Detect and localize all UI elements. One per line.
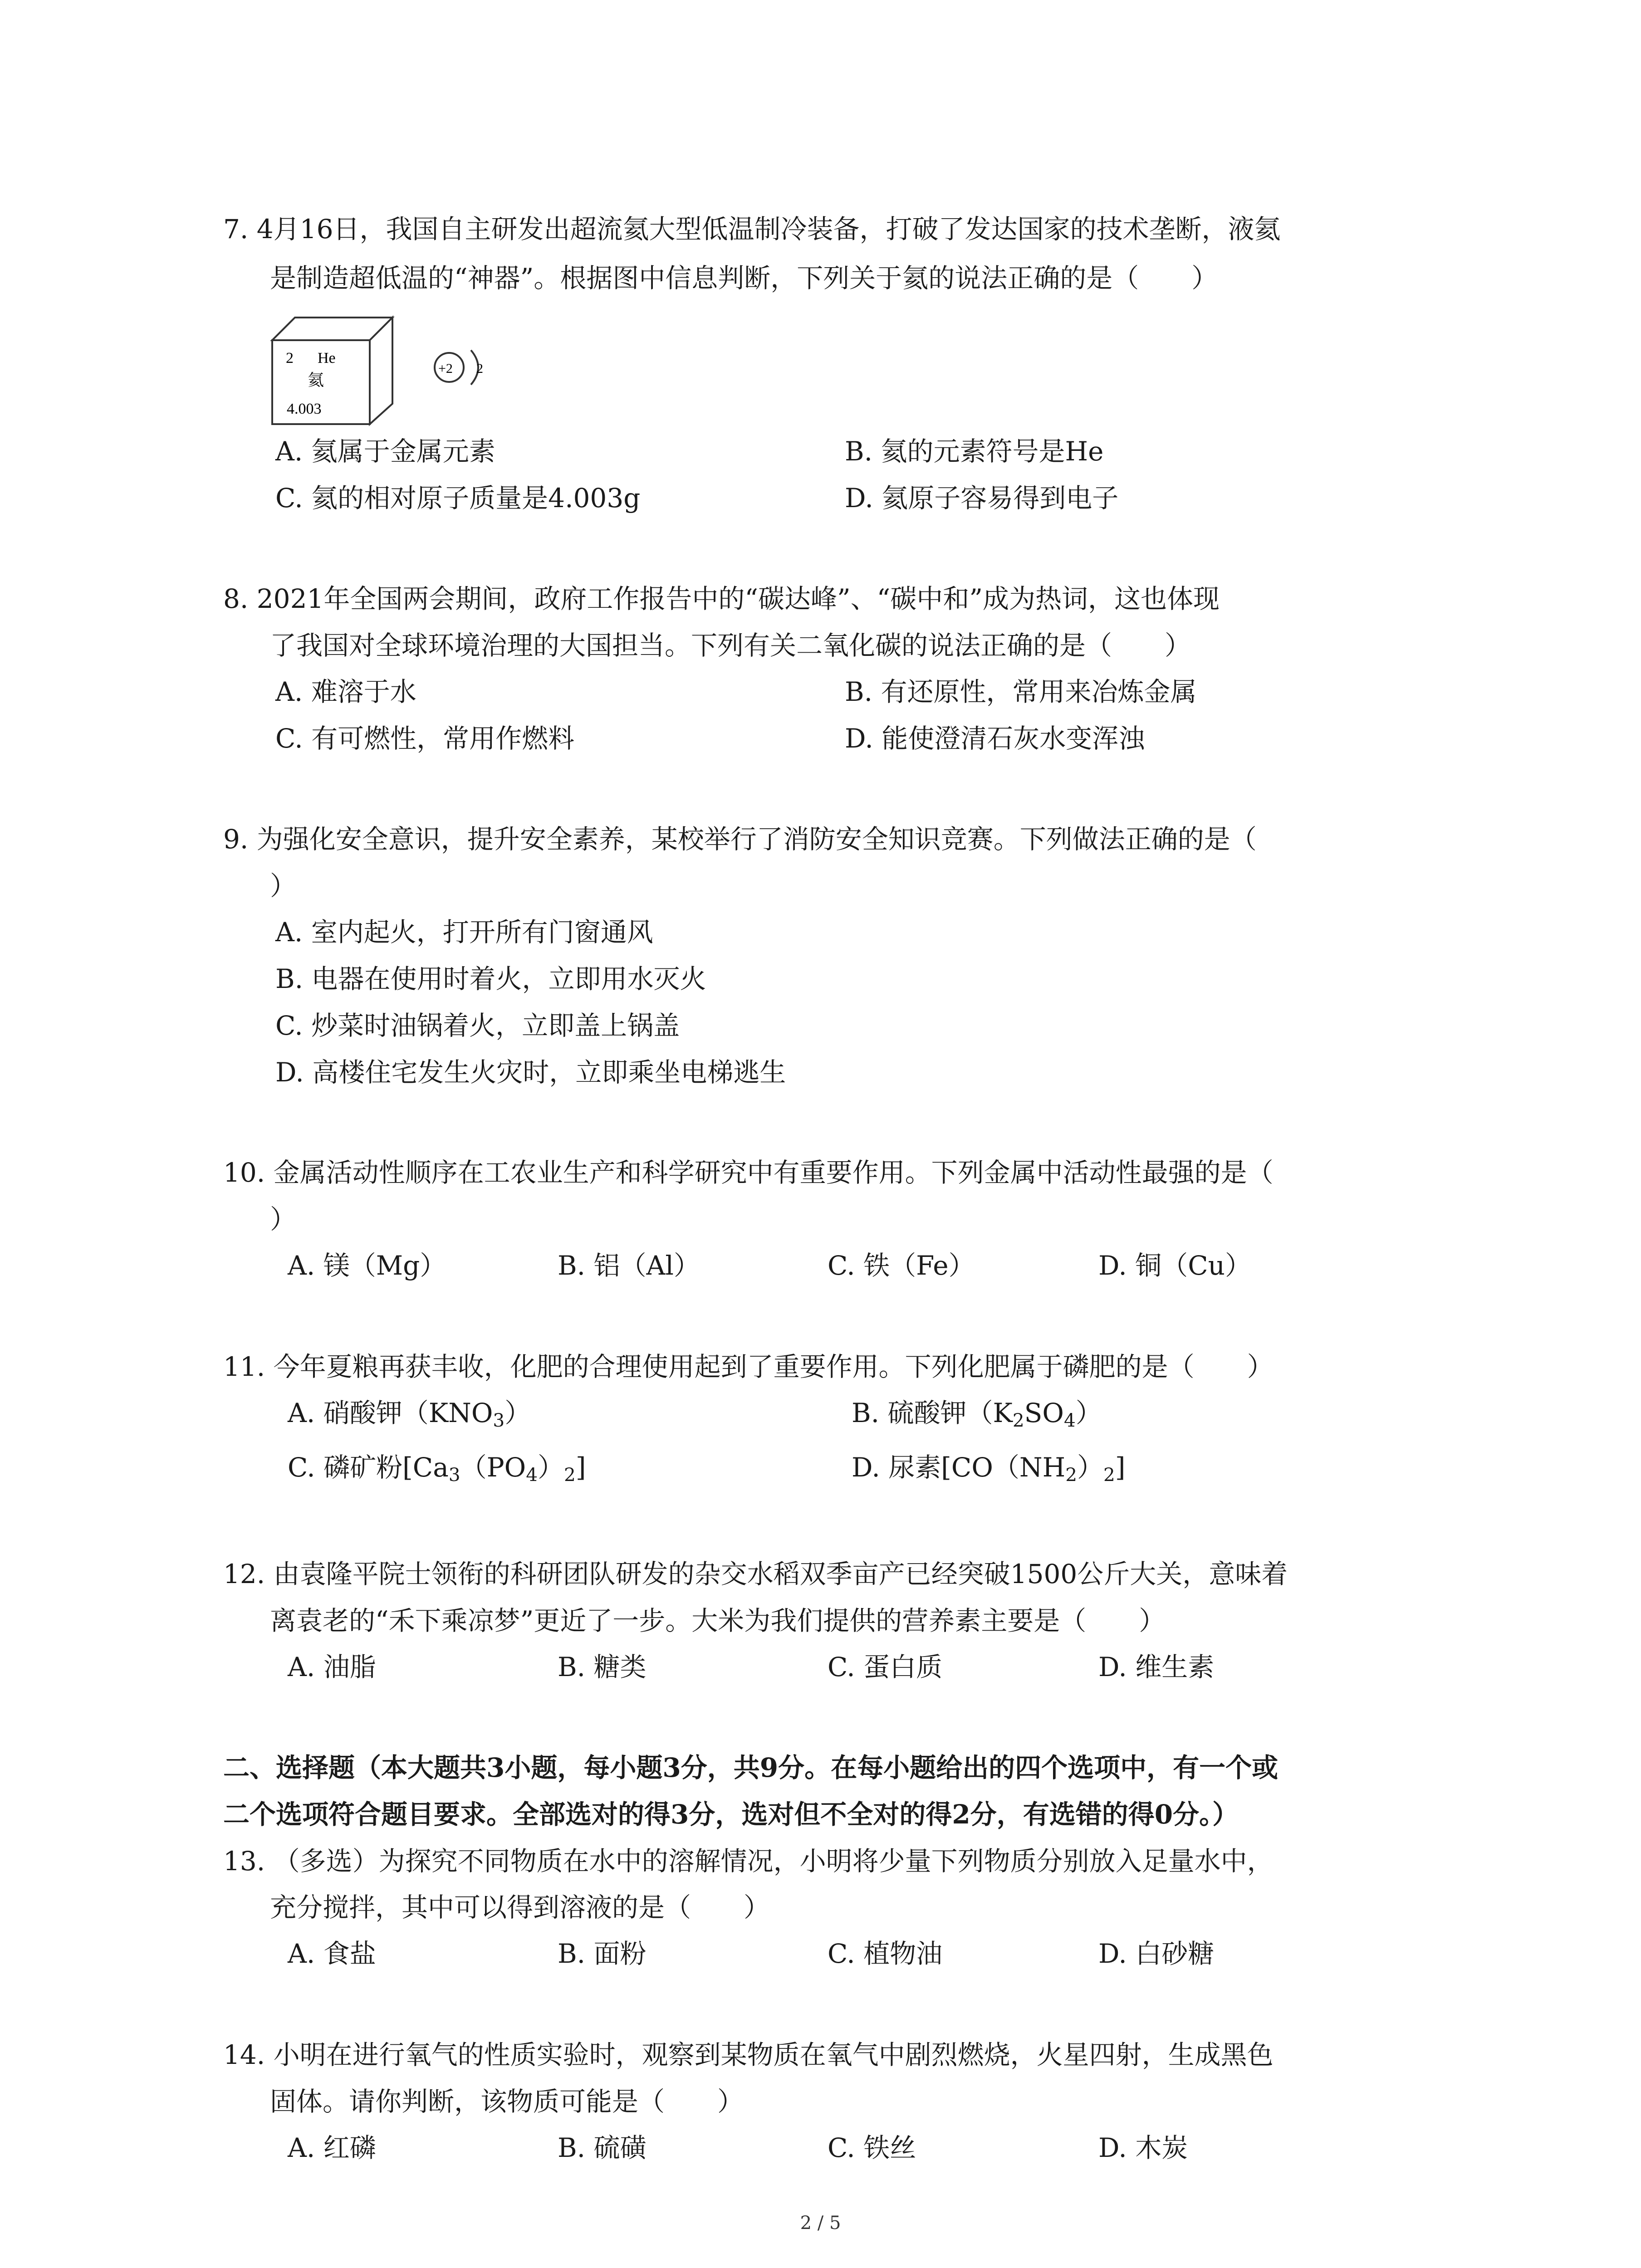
q11-option-c: C. 磷矿粉$[Ca_3(PO_4)_2]$ — [288, 1452, 586, 1486]
q12-option-b: B. 糖类 — [558, 1652, 647, 1682]
q10-option-d: D. 铜（Cu） — [1098, 1250, 1252, 1281]
q12-option-c: C. 蛋白质 — [828, 1652, 943, 1682]
atomic-number: 2 — [286, 350, 294, 367]
periodic-cell — [272, 318, 392, 424]
q11-option-a: A. 硝酸钾$(KNO_3)$ — [288, 1398, 531, 1432]
element-name: 氦 — [308, 371, 324, 390]
atom-structure-diagram — [426, 340, 495, 395]
page-number: 2 / 5 — [800, 2213, 841, 2234]
q12-line-2: 离袁老的“禾下乘凉梦”更近了一步。大米为我们提供的营养素主要是（ ） — [270, 1605, 1166, 1636]
q11-option-b: B. 硫酸钾$(K_2SO_4)$ — [852, 1398, 1102, 1432]
electron-count: 2 — [476, 361, 483, 376]
q10-option-a: A. 镁（Mg） — [288, 1250, 446, 1281]
q8-line-1: 8. 2021年全国两会期间，政府工作报告中的“碳达峰”、“碳中和”成为热词，这也体现 — [223, 583, 1220, 614]
q9-option-b: B. 电器在使用时着火，立即用水灭火 — [275, 963, 706, 994]
q13-line-2: 充分搅拌，其中可以得到溶液的是（ ） — [270, 1892, 770, 1923]
q8-option-d: D. 能使澄清石灰水变浑浊 — [845, 723, 1145, 754]
q13-option-c: C. 植物油 — [828, 1938, 943, 1969]
q7-option-c: C. 氦的相对原子质量是4.003g — [275, 483, 641, 513]
q12-option-a: A. 油脂 — [288, 1652, 376, 1682]
q8-option-a: A. 难溶于水 — [275, 676, 416, 707]
q7-line-1: 7. 4月16日，我国自主研发出超流氦大型低温制冷装备，打破了发达国家的技术垄断，液氦 — [223, 214, 1281, 244]
q7-option-a: A. 氦属于金属元素 — [275, 436, 495, 467]
q10-option-b: B. 铝（Al） — [558, 1250, 700, 1281]
q8-option-c: C. 有可燃性，常用作燃料 — [275, 723, 575, 754]
q13-option-b: B. 面粉 — [558, 1938, 647, 1969]
q14-option-d: D. 木炭 — [1098, 2132, 1188, 2163]
q10-line-1: 10. 金属活动性顺序在工农业生产和科学研究中有重要作用。下列金属中活动性最强的是（ — [223, 1157, 1274, 1188]
q7-option-d: D. 氦原子容易得到电子 — [845, 483, 1119, 513]
element-symbol: He — [318, 350, 336, 367]
q11-line-1: 11. 今年夏粮再获丰收，化肥的合理使用起到了重要作用。下列化肥属于磷肥的是（ ） — [223, 1351, 1274, 1382]
q8-line-2: 了我国对全球环境治理的大国担当。下列有关二氧化碳的说法正确的是（ ） — [270, 630, 1191, 661]
q9-option-c: C. 炒菜时油锅着火，立即盖上锅盖 — [275, 1010, 680, 1041]
section-2-heading-line-2: 二个选项符合题目要求。全部选对的得3分，选对但不全对的得2分，有选错的得0分。） — [223, 1799, 1239, 1830]
q14-line-1: 14. 小明在进行氧气的性质实验时，观察到某物质在氧气中剧烈燃烧，火星四射，生成黑色 — [223, 2039, 1274, 2070]
q9-line-1: 9. 为强化安全意识，提升安全素养，某校举行了消防安全知识竞赛。下列做法正确的是（ — [223, 824, 1257, 855]
helium-element-figure — [268, 313, 404, 426]
q9-option-a: A. 室内起火，打开所有门窗通风 — [275, 917, 653, 948]
q11-option-d: D. 尿素$[CO(NH_2)_2]$ — [852, 1452, 1126, 1486]
q9-line-2: ） — [270, 870, 297, 901]
q12-line-1: 12. 由袁隆平院士领衔的科研团队研发的杂交水稻双季亩产已经突破1500公斤大关，意味着 — [223, 1559, 1288, 1589]
atomic-mass: 4.003 — [287, 401, 322, 417]
q8-option-b: B. 有还原性，常用来冶炼金属 — [845, 676, 1197, 707]
q13-line-1: 13. （多选）为探究不同物质在水中的溶解情况，小明将少量下列物质分别放入足量水中， — [223, 1846, 1274, 1877]
q13-option-d: D. 白砂糖 — [1098, 1938, 1215, 1969]
q14-option-a: A. 红磷 — [288, 2132, 376, 2163]
q14-option-c: C. 铁丝 — [828, 2132, 916, 2163]
q7-option-b: B. 氦的元素符号是He — [845, 436, 1104, 467]
q14-line-2: 固体。请你判断，该物质可能是（ ） — [270, 2086, 744, 2117]
q10-line-2: ） — [270, 1204, 297, 1235]
section-2-heading-line-1: 二、选择题（本大题共3小题，每小题3分，共9分。在每小题给出的四个选项中，有一个或 — [223, 1752, 1279, 1783]
q9-option-d: D. 高楼住宅发生火灾时，立即乘坐电梯逃生 — [275, 1057, 786, 1088]
nucleus-charge: +2 — [438, 361, 453, 376]
q10-option-c: C. 铁（Fe） — [828, 1250, 975, 1281]
q12-option-d: D. 维生素 — [1098, 1652, 1215, 1682]
q7-line-2: 是制造超低温的“神器”。根据图中信息判断，下列关于氦的说法正确的是（ ） — [270, 263, 1218, 293]
q13-option-a: A. 食盐 — [288, 1938, 376, 1969]
q14-option-b: B. 硫磺 — [558, 2132, 647, 2163]
